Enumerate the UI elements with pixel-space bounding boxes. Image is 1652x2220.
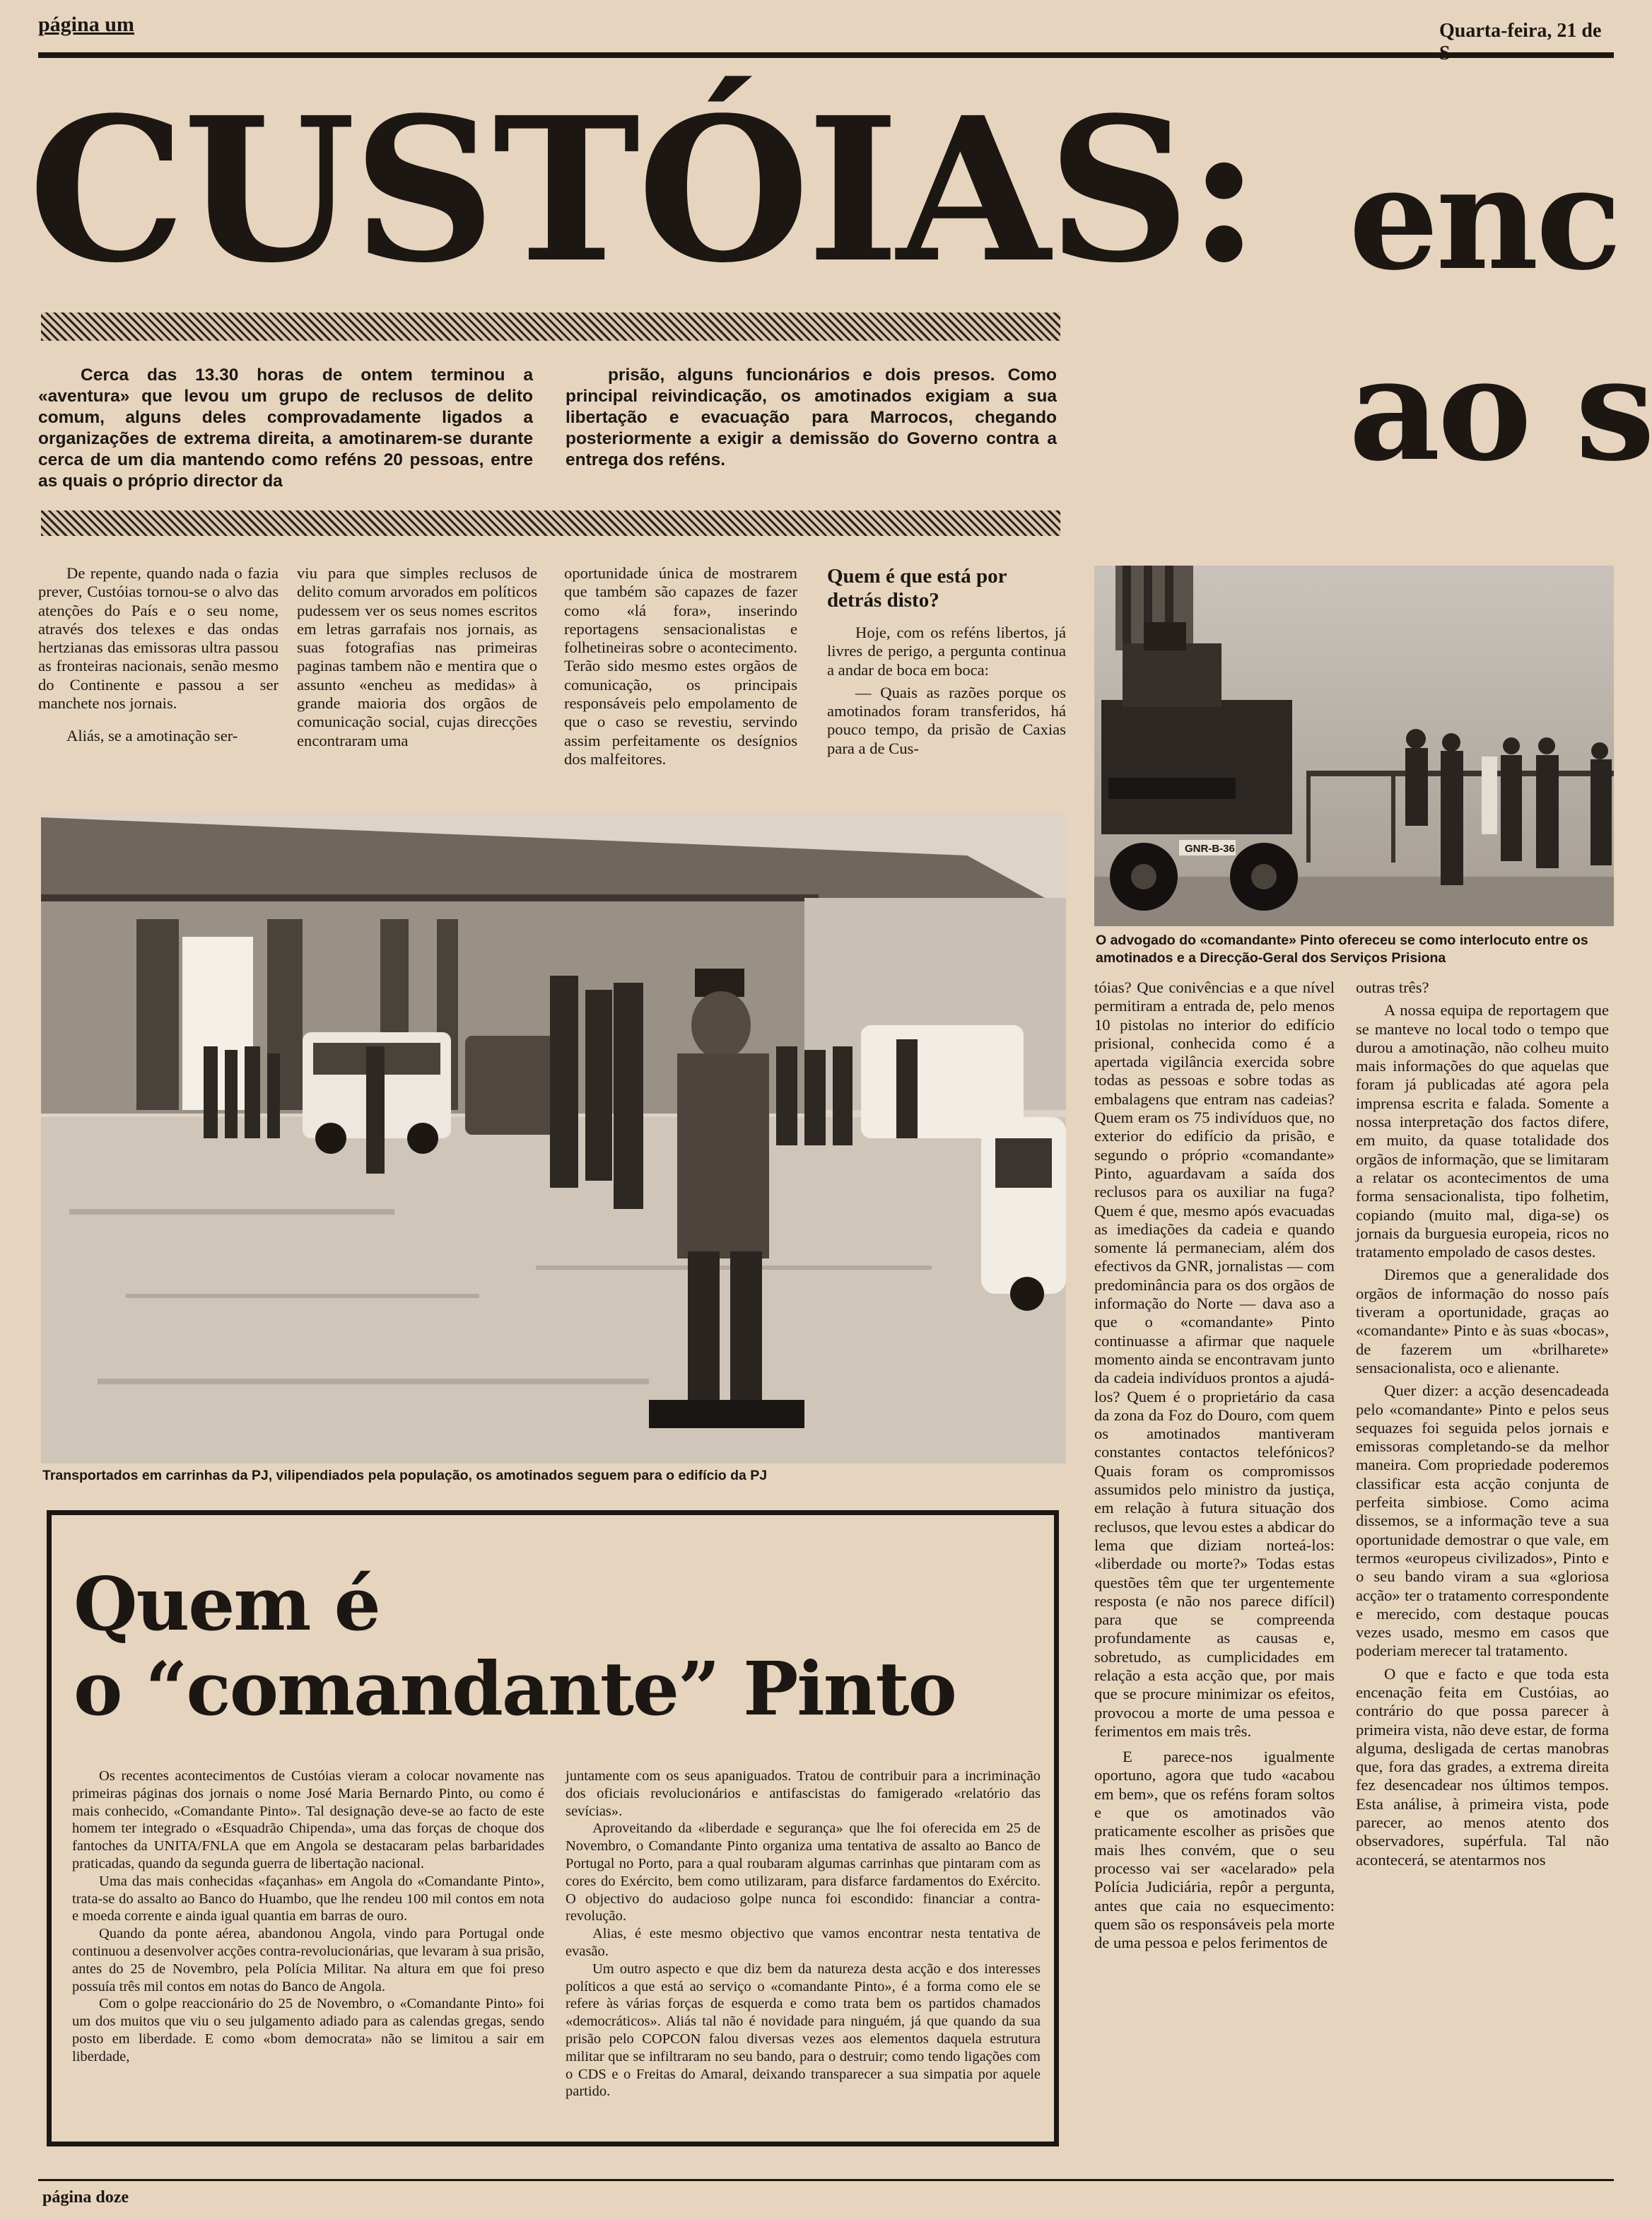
hatch-band-top — [41, 312, 1060, 341]
photo-armored-vehicles — [1094, 566, 1614, 926]
article-column-5 — [1094, 978, 1335, 1952]
article-paragraph: A nossa equipa de reportagem que se manteve no local todo o tempo que durou a amotinação, não colheu muito mais informações do que aquelas que foram já publicadas até agora pela imprensa escrita e falada. Somente a nossa interpretação dos factos difere, em muito, da quase totalidade dos orgãos de informação, que se limitaram a relatar os acontecimentos de uma forma sensacionalista, tipo folhetim, copiando (muito mal, diga-se) os jornais da burguesia europeia, ricos no tratamento empolado de casos destes. — [1356, 1001, 1609, 1261]
article-paragraph: Diremos que a generalidade dos orgãos de informação do nosso país tiveram a oportunidade, graças ao «comandante» Pinto e às suas «bocas», de fazerem um «brilharete» sensacionalista, oco e alienante. — [1356, 1266, 1609, 1377]
box-paragraph: juntamente com os seus apaniguados. Tratou de contribuir para a incriminação dos oficiais revolucionários e antifascistas do famigerado «relatório das sevícias». — [566, 1768, 1041, 1819]
footer-rule — [38, 2179, 1614, 2181]
box-paragraph: Uma das mais conhecidas «façanhas» em Angola do «Comandante Pinto», trata-se do assalto ao Banco do Huambo, que lhe rendeu 100 mil contos em nota e moeda corrente e ainda igual quantia em barras de ouro. — [72, 1873, 544, 1924]
box-title-line-2: o “comandante” Pinto — [74, 1645, 956, 1732]
lede-left: Cerca das 13.30 horas de ontem terminou a «aventura» que levou um grupo de reclusos de delito comum, alguns deles comprovadamente ligados a organizações de extrema direita, a amotinarem-se durante cerca de um dia mantendo como reféns 20 pessoas, entre as quais o próprio director da — [38, 366, 533, 491]
box-paragraph: Alias, é este mesmo objectivo que vamos encontrar nesta tentativa de evasão. — [566, 1926, 1041, 1959]
box-column-2 — [566, 1768, 1041, 2101]
box-paragraph: Com o golpe reaccionário do 25 de Novembro, o «Comandante Pinto» foi um dos muitos que viu o seu julgamento adiado para as calendas gregas, sendo posto em liberdade. E como «bom democrata» não se limitou a sair em liberdade, — [72, 1996, 544, 2064]
article-paragraph: De repente, quando nada o fazia prever, Custóias tornou-se o alvo das atenções do País e o seu nome, através dos telexes e das ondas hertzianas das emissoras ultra passou as fronteiras nacionais, senão mesmo do Continente e passou a ser manchete nos jornais. — [38, 564, 279, 713]
box-column-1 — [72, 1768, 544, 2066]
section-label: página um — [38, 13, 134, 36]
article-paragraph: Aliás, se a amotinação ser- — [66, 727, 238, 745]
headline-main: CUSTÓIAS: — [28, 74, 1258, 307]
page-number: página doze — [42, 2188, 129, 2207]
article-column-1 — [38, 564, 279, 746]
article-paragraph: viu para que simples reclusos de delito comum arvorados em políticos pudessem ver os seus nomes escritos em letras garrafais nos jornais, as suas fotografias nas primeiras paginas tambem não e mentira que o assunto «encheu as medidas» à grande maioria dos orgãos de comunicação social, cujas direcções encontraram uma — [297, 564, 537, 749]
box-paragraph: Quando da ponte aérea, abandonou Angola, vindo para Portugal onde continuou a desenvolver acções contra-revolucionárias, que levaram à sua prisão, antes do 25 de Novembro, pela Polícia Militar. Na altura em que foi preso possuía três mil contos em notas do Banco de Angola. — [72, 1926, 544, 1994]
article-subhead: Quem é que está por detrás disto? — [827, 565, 1007, 612]
photo-police-vans — [41, 813, 1066, 1464]
article-column-4-text — [827, 624, 1066, 758]
hatch-band-bottom — [41, 510, 1060, 536]
photo-police-vans-image — [41, 813, 1066, 1464]
headline-continued: enc — [1349, 136, 1619, 302]
article-paragraph: — Quais as razões porque os amotinados foram transferidos, há pouco tempo, da prisão de Caxias para a de Cus- — [827, 683, 1066, 757]
article-paragraph: Hoje, com os reféns libertos, já livres de perigo, a pergunta continua a andar de boca em boca: — [827, 624, 1066, 679]
right-photo-caption: O advogado do «comandante» Pinto ofereceu se como interlocuto entre os amotinados e a Direcção-Geral dos Serviços Prisiona — [1096, 933, 1588, 966]
article-paragraph: E parece-nos igualmente oportuno, agora que tudo «acabou em bem», que os reféns foram soltos e que os amotinados vão praticamente escolher as prisões que mais lhes convém, que o seu processo vai ser «acelarado» pela Polícia Judiciária, repôr a pergunta, antes que caia no esquecimento: quem são os responsáveis pela morte de uma pessoa e pelos ferimentos de — [1094, 1748, 1335, 1952]
article-column-4 — [827, 564, 1066, 758]
headline-second-line: ao s — [1349, 327, 1652, 493]
license-plate: GNR-B-36 — [1185, 843, 1235, 855]
article-column-2 — [297, 564, 537, 750]
box-paragraph: Os recentes acontecimentos de Custóias vieram a colocar novamente nas primeiras páginas dos jornais o nome José Maria Bernardo Pinto, ou como é mais conhecido, «Comandante Pinto». Tal designação deve-se ao facto de este homem ter integrado o «Esquadrão Chipenda», uma das forças de choque dos fantoches da UNITA/FNLA que em Angola se destacaram pelas barbaridades praticadas, quando da segunda guerra de libertação nacional. — [72, 1768, 544, 1871]
lede-right: prisão, alguns funcionários e dois presos. Como principal reivindicação, os amotinados exigiam a sua libertação e evacuação para Marrocos, chegando posteriormente a exigir a demissão do Governo contra a entrega dos reféns. — [566, 366, 1057, 469]
article-column-6 — [1356, 978, 1609, 1869]
article-paragraph: outras três? — [1356, 978, 1429, 996]
article-paragraph: Quer dizer: a acção desencadeada pelo «comandante» Pinto e pelos seus sequazes foi seguida pelos jornais e emissoras completando-se da melhor maneira. Com propriedade poderemos classificar esta acção conjunta de perfeita simbiose. Como acima dissemos, se a informação teve a sua oportunidade demostrar o que vale, em termos «europeus civilizados», Pinto e o seu bando viram a sua «gloriosa acção» ter o tratamento correspondente e merecido, com destaque poucas vezes usado, mesmo em casos que poderiam merecer tal tratamento. — [1356, 1381, 1609, 1660]
article-column-3 — [564, 564, 797, 769]
article-paragraph: O que e facto e que toda esta encenação feita em Custóias, ao contrário do que possa parecer à primeira vista, não deve estar, de forma alguma, desligada de certas manobras que, fora das grades, a extrema direita fez desencadear nos últimos tempos. Esta análise, à primeira vista, pode parecer, ao menos atento dos observadores, supérfula. Tal não acontecerá, se atentarmos nos — [1356, 1664, 1609, 1869]
header-rule — [38, 52, 1614, 58]
issue-date: Quarta-feira, 21 de — [1439, 20, 1602, 42]
article-paragraph: tóias? Que conivências e a que nível permitiram a entrada de, pelo menos 10 pistolas no interior do edifício prisional, conhecida como é a apertada vigilância exercida sobre todas as pessoas e sobre todas as embalagens que entram nas cadeias? Quem eram os 75 indivíduos que, no exterior do edifício da prisão, e segundo o próprio «comandante» Pinto, aguardavam a saída dos reclusos para os auxiliar na fuga? Quem é que, mesmo após evacuadas as imediações da cadeia e quando somente lá permaneciam, além dos efectivos da GNR, jornalistas — com predominância para os dos orgãos de informação do Norte — dava aso a que o «comandante» Pinto continuasse a afirmar que naquele momento ainda se encontravam junto da cadeia indivíduos prontos a ajudá-los? Quem é o proprietário da casa da zona da Foz do Douro, com quem os amotinados mantiveram constantes contactos telefónicos? Quais foram os compromissos assumidos pelo ministro da justiça, em relação à futura situação dos reclusos, que levou estes a abdicar do lema que diziam norteá-los: «liberdade ou morte?» Todas estas questões têm que ter urgentemente resposta (e não nos parece difícil) para que se compreenda profundamente as causas e, sobretudo, as cumplicidades em relação a esta acção que, por mais que se procure minimizar os efeitos, provocou a morte de uma pessoa e ferimentos em mais três. — [1094, 978, 1335, 1740]
box-paragraph: Aproveitando da «liberdade e segurança» que lhe foi oferecida em 25 de Novembro, o Comandante Pinto organiza uma tentativa de assalto ao Banco de Portugal no Porto, para a qual roubaram algumas carrinhas que pintaram com as cores do Exército, bem como utilizaram, para disfarce fardamentos do Exército. O objectivo do audacioso golpe nunca foi escondido: financiar a contra-revolução. — [566, 1821, 1041, 1924]
article-paragraph: oportunidade única de mostrarem que também são capazes de fazer como «lá fora», inserindo reportagens sensacionalistas e folhetineiras sobre o acontecimento. Terão sido mesmo estes orgãos de comunicação, os principais responsáveis pelo empolamento de que o caso se revestiu, servindo assim perfeitamente os desígnios dos malfeitores. — [564, 564, 797, 768]
box-title-line-1: Quem é — [74, 1560, 380, 1647]
box-paragraph: Um outro aspecto e que diz bem da natureza desta acção e dos interesses políticos a que está ao serviço o «comandante Pinto», é a forma como ele se refere às várias forças de esquerda e como trata bem os partidos chamados «democráticos». Aliás tal não é novidade para ninguém, já que quando da sua prisão pelo COPCON falou diversas vezes aos elementos daquela estrutura militar que se infiltraram no seu bando, para o destruir; como tendo ligações com o CDS e o Freitas do Amaral, deixando transparecer a sua simpatia por aquele partido. — [566, 1961, 1041, 2100]
photo-armored-vehicles-image — [1094, 566, 1614, 926]
left-photo-caption: Transportados em carrinhas da PJ, vilipendiados pela população, os amotinados seguem para o edifício da PJ — [42, 1468, 768, 1483]
